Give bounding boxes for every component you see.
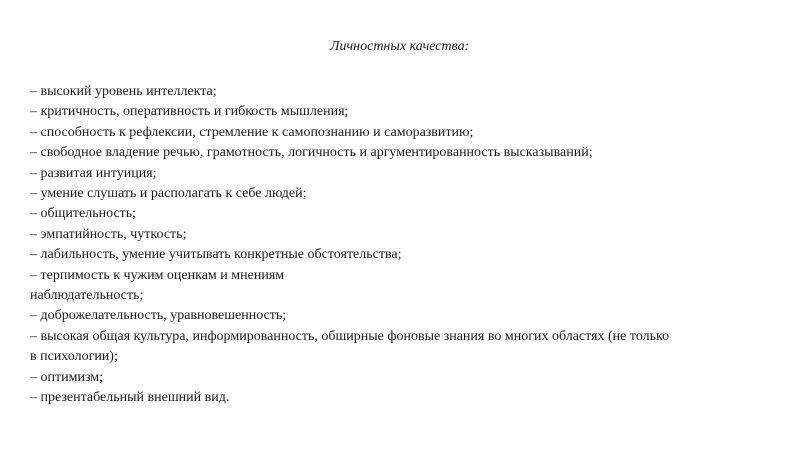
list-item: – высокая общая культура, информированность, обширные фоновые знания во многих областях (не только xyxy=(30,328,670,344)
list-item: – критичность, оперативность и гибкость мышления; xyxy=(30,104,349,120)
qualities-list xyxy=(30,82,800,409)
list-item: в психологии); xyxy=(30,349,118,365)
list-item: – умение слушать и располагать к себе людей; xyxy=(30,186,307,202)
list-item: наблюдательность; xyxy=(30,288,144,304)
list-item: – терпимость к чужим оценкам и мнениям xyxy=(30,267,285,283)
list-item: – свободное владение речью, грамотность, логичность и аргументированность высказываний; xyxy=(30,145,593,161)
list-item: – высокий уровень интеллекта; xyxy=(30,84,217,99)
slide-title: Личностных качества: xyxy=(330,39,470,54)
list-item: – доброжелательность, уравновешенность; xyxy=(30,308,287,324)
list-item: – эмпатийность, чуткость; xyxy=(30,226,187,242)
list-item: – лабильность, умение учитывать конкретные обстоятельства; xyxy=(30,247,402,263)
list-item: – общительность; xyxy=(30,206,137,222)
list-item: – развитая интуиция; xyxy=(30,165,157,181)
list-item: – презентабельный внешний вид. xyxy=(30,390,230,406)
list-item: – оптимизм; xyxy=(30,369,104,385)
list-item: – способность к рефлексии, стремление к самопознанию и саморазвитию; xyxy=(30,124,474,140)
